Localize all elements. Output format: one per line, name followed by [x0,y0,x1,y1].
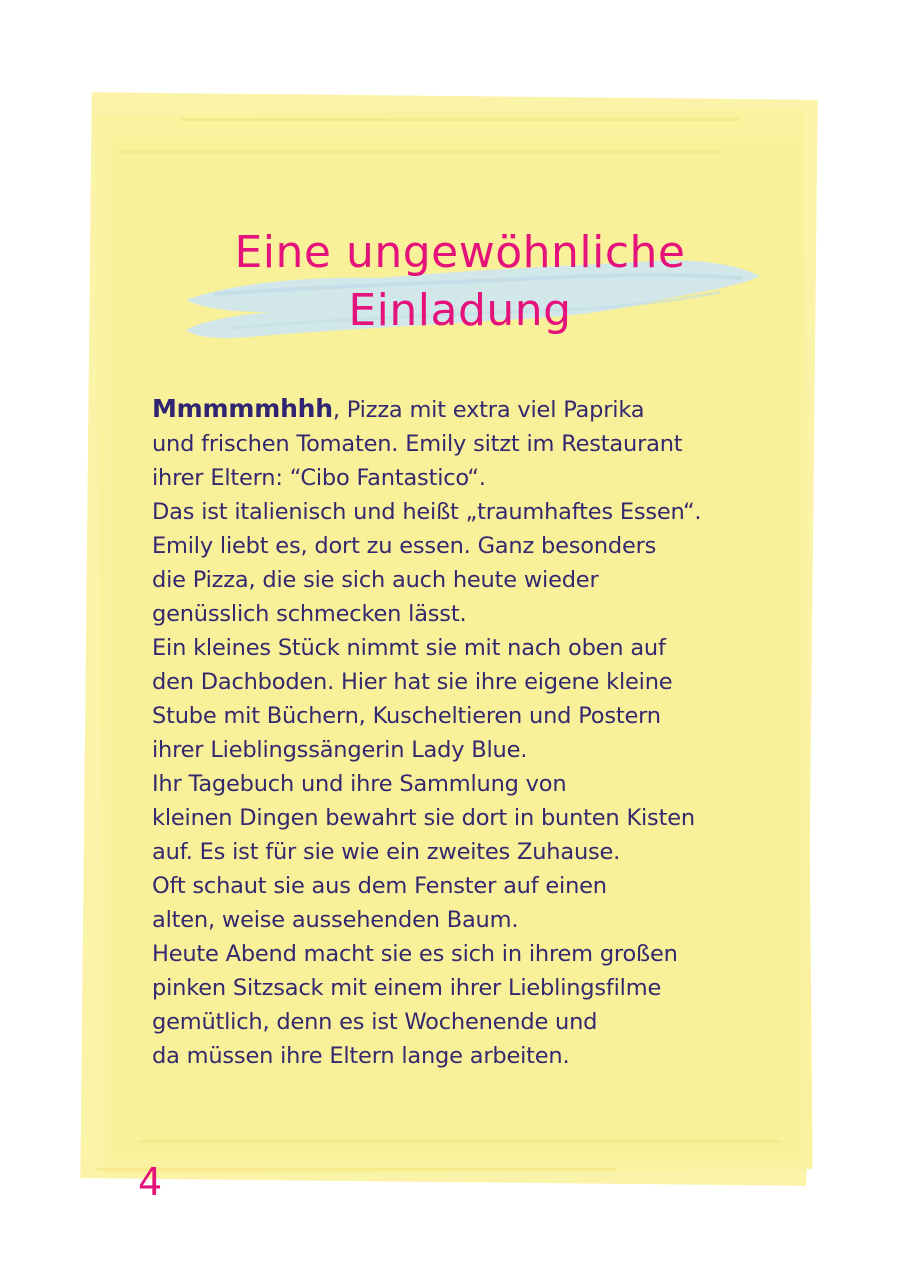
story-line: Ein kleines Stück nimmt sie mit nach oben auf [152,635,666,661]
story-line: Heute Abend macht sie es sich in ihrem großen [152,941,678,967]
story-line: gemütlich, denn es ist Wochenende und [152,1009,598,1035]
story-line: Oft schaut sie aus dem Fenster auf einen [152,873,607,899]
title-line-2: Einladung [348,285,572,336]
title-line-1: Eine ungewöhnliche [234,227,686,278]
lead-word: Mmmmmhhh [152,394,333,423]
story-line: den Dachboden. Hier hat sie ihre eigene kleine [152,669,673,695]
page-title [180,224,740,340]
story-line: ihrer Eltern: “Cibo Fantastico“. [152,465,486,491]
story-line: die Pizza, die sie sich auch heute wieder [152,567,599,593]
story-line: kleinen Dingen bewahrt sie dort in bunten Kisten [152,805,695,831]
story-line: auf. Es ist für sie wie ein zweites Zuhause. [152,839,621,865]
story-line [152,392,772,427]
brush-texture [96,1168,616,1171]
story-line: Emily liebt es, dort zu essen. Ganz besonders [152,533,657,559]
story-line: da müssen ihre Eltern lange arbeiten. [152,1043,570,1069]
story-line: ihrer Lieblingssängerin Lady Blue. [152,737,528,763]
page-number: 4 [138,1160,163,1204]
story-line: Das ist italienisch und heißt „traumhaftes Essen“. [152,499,702,525]
story-line: Ihr Tagebuch und ihre Sammlung von [152,771,567,797]
title-brush-wash [0,0,909,420]
story-line: alten, weise aussehenden Baum. [152,907,519,933]
story-line: genüsslich schmecken lässt. [152,601,467,627]
story-line: Stube mit Büchern, Kuscheltieren und Postern [152,703,661,729]
story-line-1-rest: , Pizza mit extra viel Paprika [332,397,645,423]
story-line: und frischen Tomaten. Emily sitzt im Restaurant [152,431,683,457]
story-text [152,392,772,1073]
brush-texture [140,1140,780,1143]
story-line: pinken Sitzsack mit einem ihrer Lieblingsfilme [152,975,662,1001]
